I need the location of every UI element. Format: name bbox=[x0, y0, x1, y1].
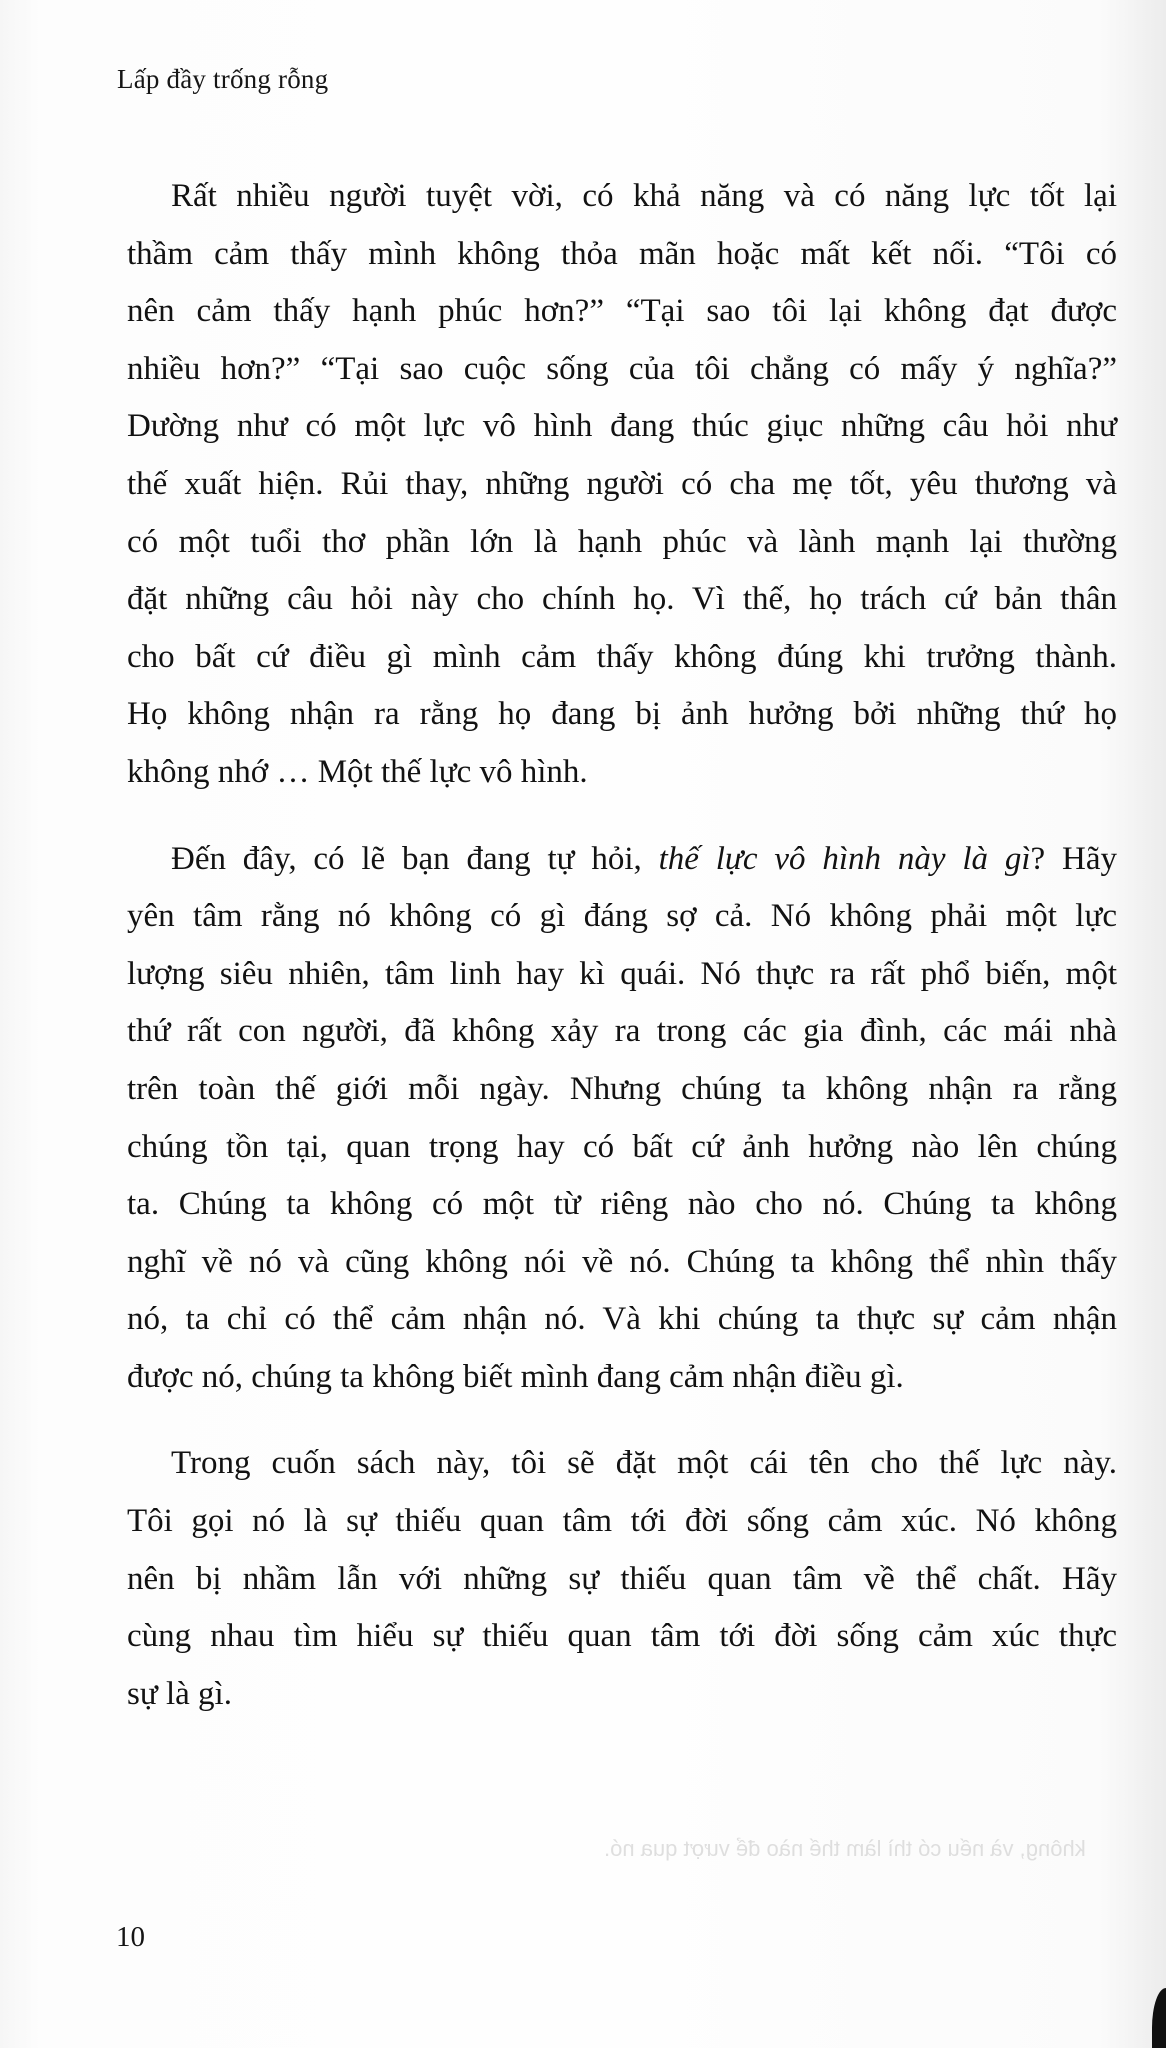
text-line: thầm cảm thấy mình không thỏa mãn hoặc mất kết nối. “Tôi có bbox=[127, 235, 1117, 272]
italic-phrase: thế lực vô hình này là gì bbox=[658, 840, 1031, 877]
text-line: yên tâm rằng nó không có gì đáng sợ cả. Nó không phải một lực bbox=[127, 898, 1117, 935]
text-line: lượng siêu nhiên, tâm linh hay kì quái. Nó thực ra rất phổ biến, một bbox=[127, 955, 1117, 992]
text-line: thế xuất hiện. Rủi thay, những người có cha mẹ tốt, yêu thương và bbox=[127, 465, 1117, 502]
paragraph-1 bbox=[127, 168, 1117, 802]
body-text bbox=[127, 168, 1117, 1723]
text-line: không nhớ … Một thế lực vô hình. bbox=[127, 753, 588, 790]
text-run: Đến đây, có lẽ bạn đang tự hỏi, bbox=[171, 840, 659, 877]
text-line: nên cảm thấy hạnh phúc hơn?” “Tại sao tôi lại không đạt được bbox=[127, 293, 1117, 330]
text-line: nên bị nhầm lẫn với những sự thiếu quan tâm về thể chất. Hãy bbox=[127, 1560, 1117, 1597]
page-edge-shadow bbox=[1152, 1988, 1166, 2048]
text-line: cho bất cứ điều gì mình cảm thấy không đúng khi trưởng thành. bbox=[127, 638, 1117, 675]
text-line: đặt những câu hỏi này cho chính họ. Vì thế, họ trách cứ bản thân bbox=[127, 581, 1117, 618]
text-line: sự là gì. bbox=[127, 1675, 232, 1712]
text-line: chúng tồn tại, quan trọng hay có bất cứ ảnh hưởng nào lên chúng bbox=[127, 1128, 1117, 1165]
text-line: Tôi gọi nó là sự thiếu quan tâm tới đời sống cảm xúc. Nó không bbox=[127, 1503, 1117, 1540]
text-line: Trong cuốn sách này, tôi sẽ đặt một cái tên cho thế lực này. bbox=[171, 1445, 1117, 1482]
text-line: có một tuổi thơ phần lớn là hạnh phúc và lành mạnh lại thường bbox=[127, 523, 1117, 560]
text-run: ? Hãy bbox=[1030, 840, 1117, 877]
paragraph-3 bbox=[127, 1435, 1117, 1723]
text-line: Rất nhiều người tuyệt vời, có khả năng và có năng lực tốt lại bbox=[171, 178, 1117, 214]
text-line: trên toàn thế giới mỗi ngày. Nhưng chúng ta không nhận ra rằng bbox=[127, 1070, 1117, 1107]
text-line: cùng nhau tìm hiểu sự thiếu quan tâm tới đời sống cảm xúc thực bbox=[127, 1618, 1117, 1655]
paragraph-2 bbox=[127, 831, 1117, 1407]
text-line: ta. Chúng ta không có một từ riêng nào cho nó. Chúng ta không bbox=[127, 1186, 1117, 1223]
text-line: nó, ta chỉ có thể cảm nhận nó. Và khi chúng ta thực sự cảm nhận bbox=[127, 1301, 1117, 1338]
text-line: được nó, chúng ta không biết mình đang cảm nhận điều gì. bbox=[127, 1358, 904, 1395]
text-line: Họ không nhận ra rằng họ đang bị ảnh hưởng bởi những thứ họ bbox=[127, 696, 1117, 733]
text-line: nhiều hơn?” “Tại sao cuộc sống của tôi chẳng có mấy ý nghĩa?” bbox=[127, 350, 1117, 387]
page-number: 10 bbox=[116, 1921, 145, 1953]
text-line bbox=[127, 831, 1117, 889]
running-header-title: Lấp đầy trống rỗng bbox=[117, 64, 329, 94]
text-line: Dường như có một lực vô hình đang thúc giục những câu hỏi như bbox=[127, 408, 1117, 445]
text-line: thứ rất con người, đã không xảy ra trong các gia đình, các mái nhà bbox=[127, 1013, 1117, 1050]
text-line: nghĩ về nó và cũng không nói về nó. Chúng ta không thể nhìn thấy bbox=[127, 1243, 1117, 1280]
bleed-through-text: không, và nếu có thì làm thế nào để vượt qua nó. bbox=[604, 1836, 1086, 1861]
